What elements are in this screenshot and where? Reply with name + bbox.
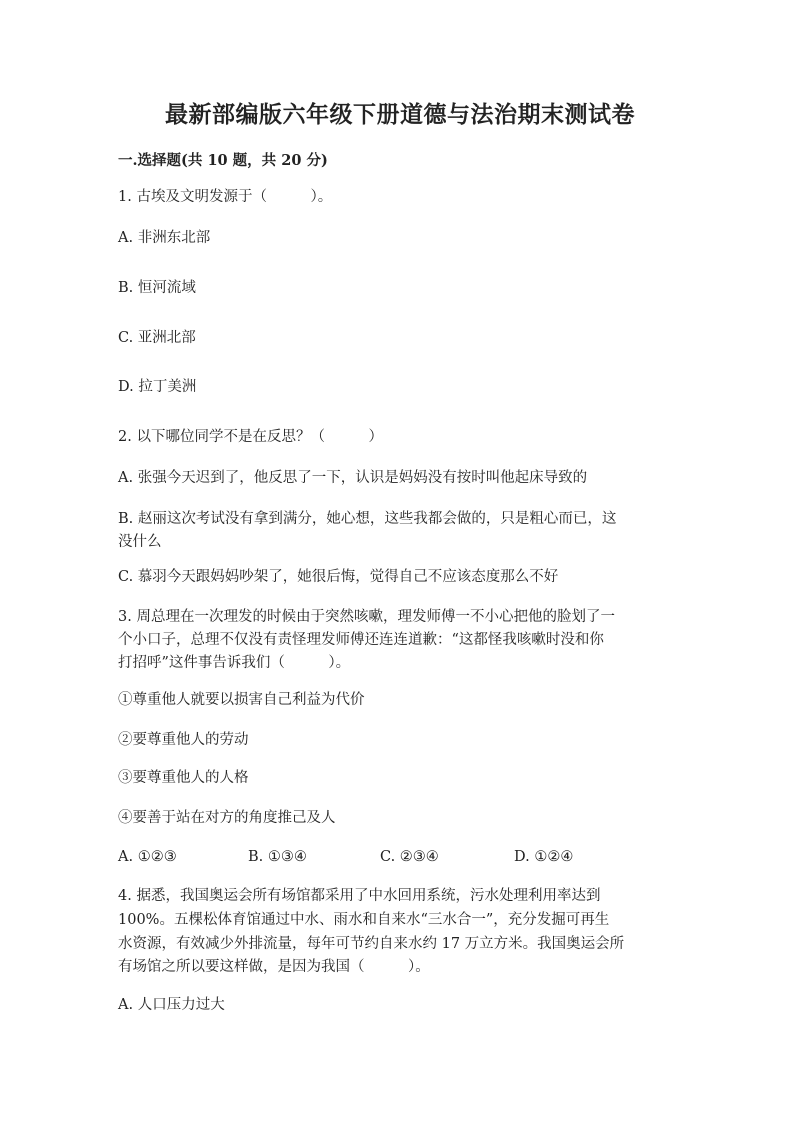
question-2-option-c: C. 慕羽今天跟妈妈吵架了，她很后悔，觉得自己不应该态度那么不好 xyxy=(118,569,559,585)
question-3-stem-line-3: 打招呼”这件事告诉我们（ ）。 xyxy=(118,655,351,671)
question-4-stem-line-4: 有场馆之所以要这样做，是因为我国（ ）。 xyxy=(118,959,430,975)
question-3-option-c: C. ②③④ xyxy=(380,849,439,865)
question-3-option-d: D. ①②④ xyxy=(514,849,574,865)
question-3-statement-3: ③要尊重他人的人格 xyxy=(118,770,249,786)
question-1-option-c: C. 亚洲北部 xyxy=(118,330,196,346)
question-3-statement-4: ④要善于站在对方的角度推己及人 xyxy=(118,810,336,826)
question-4-stem-line-1: 4. 据悉，我国奥运会所有场馆都采用了中水回用系统，污水处理利用率达到 xyxy=(118,888,601,904)
question-2-option-b-cont: 没什么 xyxy=(118,534,162,550)
question-3-option-a: A. ①②③ xyxy=(118,849,177,865)
question-3-statement-1: ①尊重他人就要以损害自己利益为代价 xyxy=(118,692,365,708)
question-2-stem: 2. 以下哪位同学不是在反思？（ ） xyxy=(118,429,383,445)
section-heading: 一.选择题(共 10 题，共 20 分) xyxy=(118,152,328,169)
question-3-options xyxy=(118,845,688,869)
question-2-option-a: A. 张强今天迟到了，他反思了一下，认识是妈妈没有按时叫他起床导致的 xyxy=(118,470,588,486)
question-4-option-a: A. 人口压力过大 xyxy=(118,997,225,1013)
question-1-option-b: B. 恒河流域 xyxy=(118,280,196,296)
question-4-stem-line-2: 100%。五棵松体育馆通过中水、雨水和自来水“三水合一”，充分发掘可再生 xyxy=(118,912,610,928)
question-3-option-b: B. ①③④ xyxy=(248,849,307,865)
page-title: 最新部编版六年级下册道德与法治期末测试卷 xyxy=(165,101,635,128)
question-1-option-d: D. 拉丁美洲 xyxy=(118,379,197,395)
question-3-stem-line-2: 个小口子，总理不仅没有责怪理发师傅还连连道歉：“这都怪我咳嗽时没和你 xyxy=(118,632,604,648)
question-3-statement-2: ②要尊重他人的劳动 xyxy=(118,732,249,748)
question-1-stem: 1. 古埃及文明发源于（ ）。 xyxy=(118,189,333,205)
question-4-stem-line-3: 水资源，有效减少外排流量，每年可节约自来水约 17 万立方米。我国奥运会所 xyxy=(118,936,625,952)
question-1-option-a: A. 非洲东北部 xyxy=(118,230,211,246)
question-2-option-b: B. 赵丽这次考试没有拿到满分，她心想，这些我都会做的，只是粗心而已，这 xyxy=(118,511,617,527)
question-3-stem-line-1: 3. 周总理在一次理发的时候由于突然咳嗽，理发师傅一不小心把他的脸划了一 xyxy=(118,609,615,625)
